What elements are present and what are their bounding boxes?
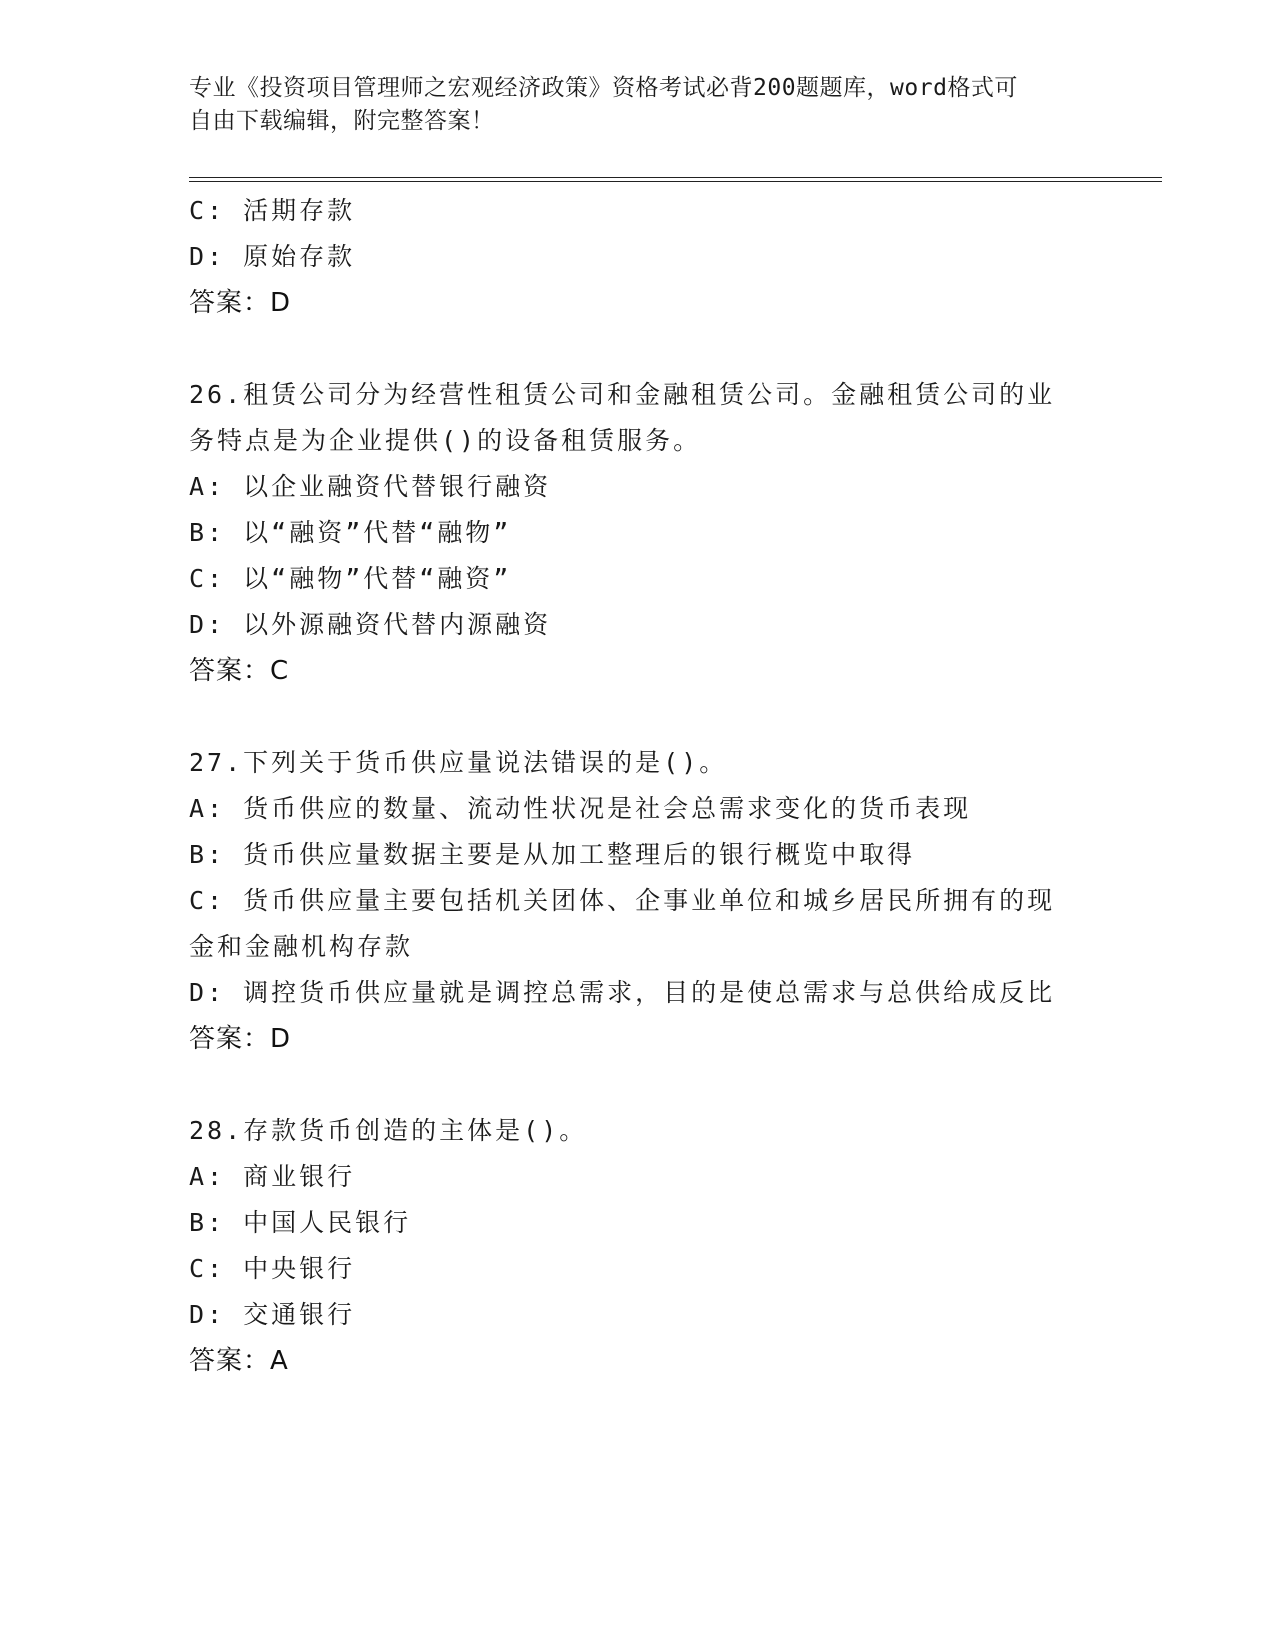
question-28 xyxy=(189,1108,1089,1384)
question-stem: 27.下列关于货币供应量说法错误的是()。 xyxy=(189,748,728,777)
option-c-line-2: 金和金融机构存款 xyxy=(189,932,414,961)
option-b: B: 中国人民银行 xyxy=(189,1208,412,1237)
option-d: D: 交通银行 xyxy=(189,1300,356,1329)
option-a: A: 货币供应的数量、流动性状况是社会总需求变化的货币表现 xyxy=(189,794,972,823)
answer: 答案：D xyxy=(189,1024,292,1054)
question-27 xyxy=(189,740,1089,1062)
option-d: D: 原始存款 xyxy=(189,242,356,271)
option-a: A: 商业银行 xyxy=(189,1162,356,1191)
answer: 答案：D xyxy=(189,288,292,318)
spacer xyxy=(189,694,1089,740)
option-a: A: 以企业融资代替银行融资 xyxy=(189,472,552,501)
header-line-1: 专业《投资项目管理师之宏观经济政策》资格考试必背200题题库，word格式可 xyxy=(189,75,1018,101)
question-list xyxy=(189,188,1089,1384)
question-26 xyxy=(189,372,1089,694)
question-stem-line-2: 务特点是为企业提供()的设备租赁服务。 xyxy=(189,426,702,455)
question-stem: 28.存款货币创造的主体是()。 xyxy=(189,1116,588,1145)
option-d: D: 以外源融资代替内源融资 xyxy=(189,610,552,639)
header-divider xyxy=(189,177,1162,182)
option-c-line-1: C: 货币供应量主要包括机关团体、企事业单位和城乡居民所拥有的现 xyxy=(189,886,1056,915)
header-line-2: 自由下载编辑，附完整答案！ xyxy=(189,108,495,134)
question-25-continued xyxy=(189,188,1089,326)
option-c: C: 以“融物”代替“融资” xyxy=(189,564,512,593)
option-b: B: 以“融资”代替“融物” xyxy=(189,518,512,547)
answer: 答案：A xyxy=(189,1346,289,1376)
spacer xyxy=(189,1062,1089,1108)
option-b: B: 货币供应量数据主要是从加工整理后的银行概览中取得 xyxy=(189,840,916,869)
answer: 答案：C xyxy=(189,656,290,686)
question-stem-line-1: 26.租赁公司分为经营性租赁公司和金融租赁公司。金融租赁公司的业 xyxy=(189,380,1056,409)
option-c: C: 中央银行 xyxy=(189,1254,356,1283)
option-c: C: 活期存款 xyxy=(189,196,356,225)
option-d: D: 调控货币供应量就是调控总需求，目的是使总需求与总供给成反比 xyxy=(189,978,1056,1007)
spacer xyxy=(189,326,1089,372)
document-header xyxy=(189,72,1089,138)
